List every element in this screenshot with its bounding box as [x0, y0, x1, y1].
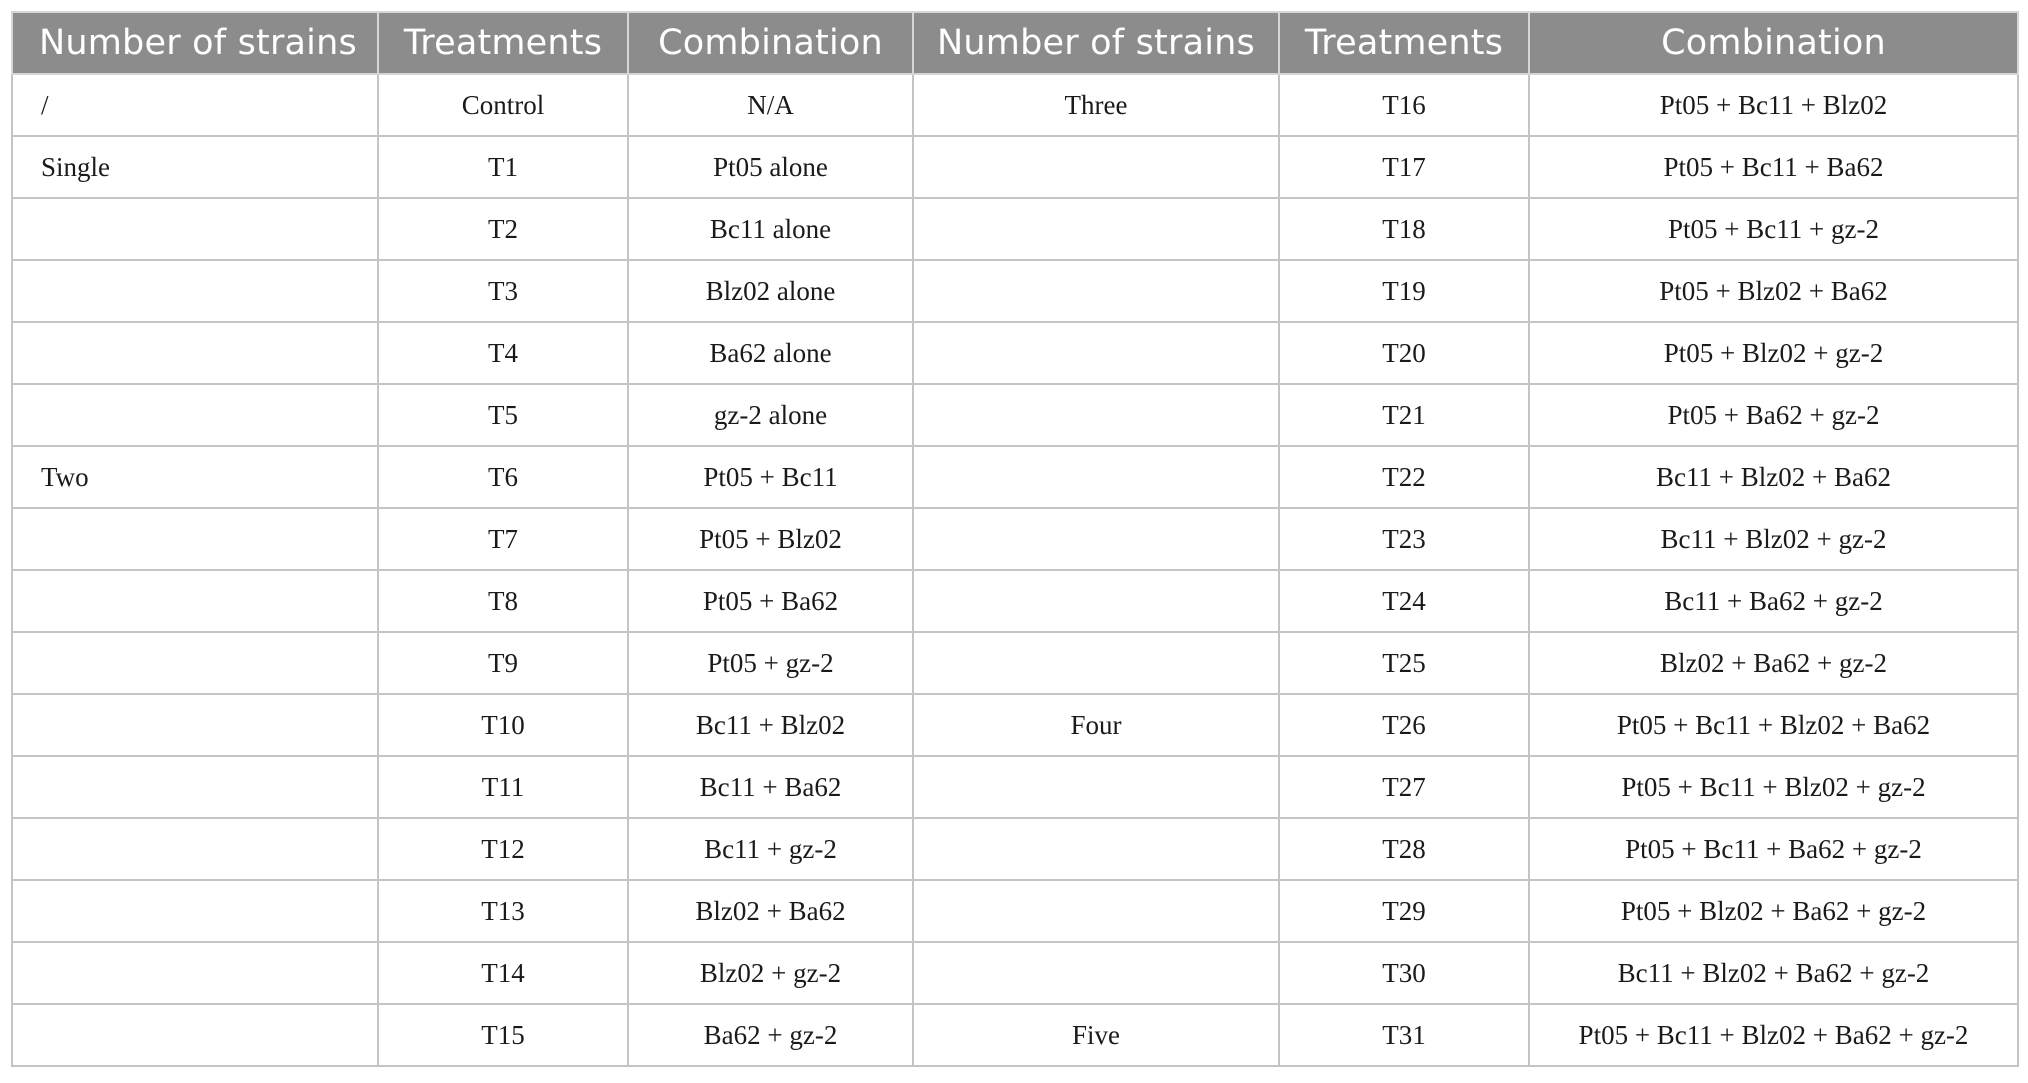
- treatment-cell: T25: [1279, 632, 1529, 694]
- combination-cell: Ba62 + gz-2: [628, 1004, 913, 1066]
- number-of-strains-cell: [913, 756, 1279, 818]
- treatment-cell: T24: [1279, 570, 1529, 632]
- table-row: [12, 570, 2018, 632]
- table-row: [12, 818, 2018, 880]
- treatment-cell: T23: [1279, 508, 1529, 570]
- header-treatments: Treatments: [378, 12, 628, 74]
- combination-cell: Pt05 + Ba62: [628, 570, 913, 632]
- number-of-strains-cell: Four: [913, 694, 1279, 756]
- table-row: [12, 1004, 2018, 1066]
- number-of-strains-cell: [12, 508, 378, 570]
- treatment-cell: T22: [1279, 446, 1529, 508]
- combination-cell: gz-2 alone: [628, 384, 913, 446]
- treatment-cell: T28: [1279, 818, 1529, 880]
- number-of-strains-cell: [913, 322, 1279, 384]
- header-number-of-strains-2: Number of strains: [913, 12, 1279, 74]
- table-header: [12, 12, 2018, 74]
- table-row: [12, 322, 2018, 384]
- table-row: [12, 694, 2018, 756]
- table-row: [12, 756, 2018, 818]
- combination-cell: Pt05 + Bc11 + Blz02 + gz-2: [1529, 756, 2018, 818]
- number-of-strains-cell: [12, 818, 378, 880]
- table-row: [12, 632, 2018, 694]
- treatment-cell: T29: [1279, 880, 1529, 942]
- table-row: [12, 508, 2018, 570]
- treatment-cell: T16: [1279, 74, 1529, 136]
- combination-cell: Blz02 + gz-2: [628, 942, 913, 1004]
- number-of-strains-cell: [12, 570, 378, 632]
- treatment-cell: T4: [378, 322, 628, 384]
- combination-cell: Pt05 alone: [628, 136, 913, 198]
- combination-cell: Pt05 + Bc11 + Blz02 + Ba62 + gz-2: [1529, 1004, 2018, 1066]
- combination-cell: Bc11 + Blz02 + Ba62: [1529, 446, 2018, 508]
- table-row: [12, 446, 2018, 508]
- table-body: [12, 74, 2018, 1066]
- header-combination: Combination: [628, 12, 913, 74]
- combination-cell: N/A: [628, 74, 913, 136]
- table-row: [12, 384, 2018, 446]
- treatment-cell: T9: [378, 632, 628, 694]
- number-of-strains-cell: [12, 942, 378, 1004]
- number-of-strains-cell: [12, 322, 378, 384]
- number-of-strains-cell: [913, 942, 1279, 1004]
- number-of-strains-cell: [12, 756, 378, 818]
- treatment-cell: T20: [1279, 322, 1529, 384]
- number-of-strains-cell: Three: [913, 74, 1279, 136]
- treatment-cell: T18: [1279, 198, 1529, 260]
- number-of-strains-cell: [913, 136, 1279, 198]
- combination-cell: Bc11 + Blz02: [628, 694, 913, 756]
- treatment-cell: Control: [378, 74, 628, 136]
- combination-cell: Bc11 + Blz02 + gz-2: [1529, 508, 2018, 570]
- strain-combination-table-container: [11, 11, 2017, 1067]
- number-of-strains-cell: [12, 694, 378, 756]
- number-of-strains-cell: [12, 1004, 378, 1066]
- treatment-cell: T5: [378, 384, 628, 446]
- treatment-cell: T14: [378, 942, 628, 1004]
- treatment-cell: T17: [1279, 136, 1529, 198]
- combination-cell: Pt05 + Bc11 + Blz02: [1529, 74, 2018, 136]
- treatment-cell: T21: [1279, 384, 1529, 446]
- combination-cell: Bc11 + Ba62: [628, 756, 913, 818]
- number-of-strains-cell: Single: [12, 136, 378, 198]
- number-of-strains-cell: [913, 384, 1279, 446]
- treatment-cell: T12: [378, 818, 628, 880]
- number-of-strains-cell: Five: [913, 1004, 1279, 1066]
- combination-cell: Pt05 + gz-2: [628, 632, 913, 694]
- number-of-strains-cell: [913, 260, 1279, 322]
- combination-cell: Pt05 + Bc11: [628, 446, 913, 508]
- combination-cell: Bc11 + gz-2: [628, 818, 913, 880]
- combination-cell: Pt05 + Bc11 + Blz02 + Ba62: [1529, 694, 2018, 756]
- combination-cell: Pt05 + Ba62 + gz-2: [1529, 384, 2018, 446]
- treatment-cell: T30: [1279, 942, 1529, 1004]
- combination-cell: Pt05 + Bc11 + gz-2: [1529, 198, 2018, 260]
- number-of-strains-cell: [913, 818, 1279, 880]
- number-of-strains-cell: [913, 880, 1279, 942]
- number-of-strains-cell: [913, 446, 1279, 508]
- treatment-cell: T15: [378, 1004, 628, 1066]
- table-row: [12, 880, 2018, 942]
- treatment-cell: T2: [378, 198, 628, 260]
- combination-cell: Blz02 + Ba62 + gz-2: [1529, 632, 2018, 694]
- header-number-of-strains: Number of strains: [12, 12, 378, 74]
- treatment-cell: T1: [378, 136, 628, 198]
- combination-cell: Pt05 + Blz02 + gz-2: [1529, 322, 2018, 384]
- combination-cell: Pt05 + Bc11 + Ba62 + gz-2: [1529, 818, 2018, 880]
- treatment-cell: T11: [378, 756, 628, 818]
- treatment-cell: T13: [378, 880, 628, 942]
- number-of-strains-cell: [913, 508, 1279, 570]
- table-row: [12, 136, 2018, 198]
- combination-cell: Ba62 alone: [628, 322, 913, 384]
- combination-cell: Pt05 + Blz02 + Ba62: [1529, 260, 2018, 322]
- number-of-strains-cell: [913, 632, 1279, 694]
- strain-combination-table: [11, 11, 2019, 1067]
- combination-cell: Pt05 + Blz02 + Ba62 + gz-2: [1529, 880, 2018, 942]
- treatment-cell: T31: [1279, 1004, 1529, 1066]
- number-of-strains-cell: [12, 260, 378, 322]
- treatment-cell: T7: [378, 508, 628, 570]
- treatment-cell: T3: [378, 260, 628, 322]
- number-of-strains-cell: [913, 570, 1279, 632]
- table-row: [12, 74, 2018, 136]
- table-row: [12, 942, 2018, 1004]
- number-of-strains-cell: Two: [12, 446, 378, 508]
- combination-cell: Pt05 + Bc11 + Ba62: [1529, 136, 2018, 198]
- table-row: [12, 198, 2018, 260]
- number-of-strains-cell: [913, 198, 1279, 260]
- combination-cell: Bc11 + Ba62 + gz-2: [1529, 570, 2018, 632]
- number-of-strains-cell: [12, 632, 378, 694]
- combination-cell: Blz02 + Ba62: [628, 880, 913, 942]
- number-of-strains-cell: [12, 198, 378, 260]
- header-combination-2: Combination: [1529, 12, 2018, 74]
- treatment-cell: T19: [1279, 260, 1529, 322]
- treatment-cell: T10: [378, 694, 628, 756]
- number-of-strains-cell: /: [12, 74, 378, 136]
- header-row: [12, 12, 2018, 74]
- combination-cell: Bc11 + Blz02 + Ba62 + gz-2: [1529, 942, 2018, 1004]
- number-of-strains-cell: [12, 384, 378, 446]
- treatment-cell: T6: [378, 446, 628, 508]
- header-treatments-2: Treatments: [1279, 12, 1529, 74]
- combination-cell: Blz02 alone: [628, 260, 913, 322]
- combination-cell: Pt05 + Blz02: [628, 508, 913, 570]
- number-of-strains-cell: [12, 880, 378, 942]
- treatment-cell: T8: [378, 570, 628, 632]
- table-row: [12, 260, 2018, 322]
- combination-cell: Bc11 alone: [628, 198, 913, 260]
- treatment-cell: T27: [1279, 756, 1529, 818]
- treatment-cell: T26: [1279, 694, 1529, 756]
